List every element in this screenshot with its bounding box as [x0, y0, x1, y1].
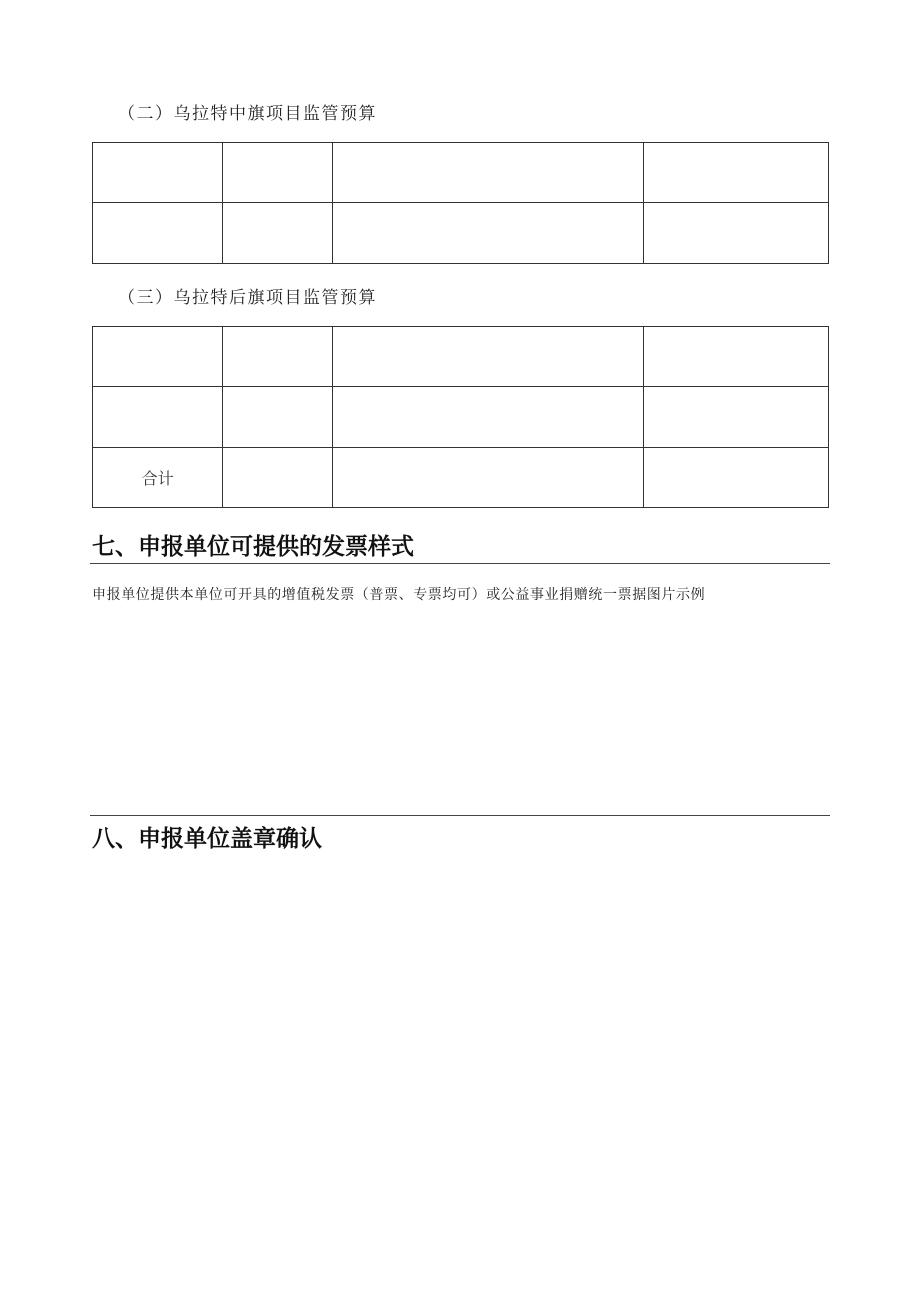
table-cell: [333, 327, 643, 387]
budget-table-urad-rear-banner: [92, 326, 829, 508]
section-title-seal-confirmation: 八、申报单位盖章确认: [92, 826, 322, 852]
table-cell: [93, 143, 223, 203]
table-cell: [93, 203, 223, 264]
table-cell: [643, 203, 828, 264]
table-cell: [223, 327, 333, 387]
table-cell: [93, 327, 223, 387]
table-row: [93, 143, 829, 203]
budget-table-urad-middle-banner: [92, 142, 829, 264]
table-cell: [643, 143, 828, 203]
table-cell: [643, 327, 828, 387]
table-body: [93, 327, 829, 508]
table-row: [93, 327, 829, 387]
table-cell: [643, 448, 828, 508]
table-cell: [643, 387, 828, 448]
table-cell: [333, 448, 643, 508]
table-cell: [223, 387, 333, 448]
table-cell: [223, 203, 333, 264]
section-divider: [90, 815, 830, 816]
table-cell: [333, 143, 643, 203]
subheading-urad-rear-banner: （三）乌拉特后旗项目监管预算: [118, 288, 377, 308]
table-row-total: [93, 448, 829, 508]
section-title-invoice-sample: 七、申报单位可提供的发票样式: [92, 534, 414, 560]
table-body: [93, 143, 829, 264]
subheading-urad-middle-banner: （二）乌拉特中旗项目监管预算: [118, 104, 377, 124]
table-cell: [333, 203, 643, 264]
section-divider: [90, 563, 830, 564]
table-cell: [333, 387, 643, 448]
table-cell: [223, 448, 333, 508]
table-cell: [93, 387, 223, 448]
table-row: [93, 203, 829, 264]
table-cell: [223, 143, 333, 203]
invoice-sample-instruction: 申报单位提供本单位可开具的增值税发票（普票、专票均可）或公益事业捐赠统一票据图片示例: [92, 587, 706, 603]
table-row: [93, 387, 829, 448]
total-label: 合计: [93, 448, 223, 508]
